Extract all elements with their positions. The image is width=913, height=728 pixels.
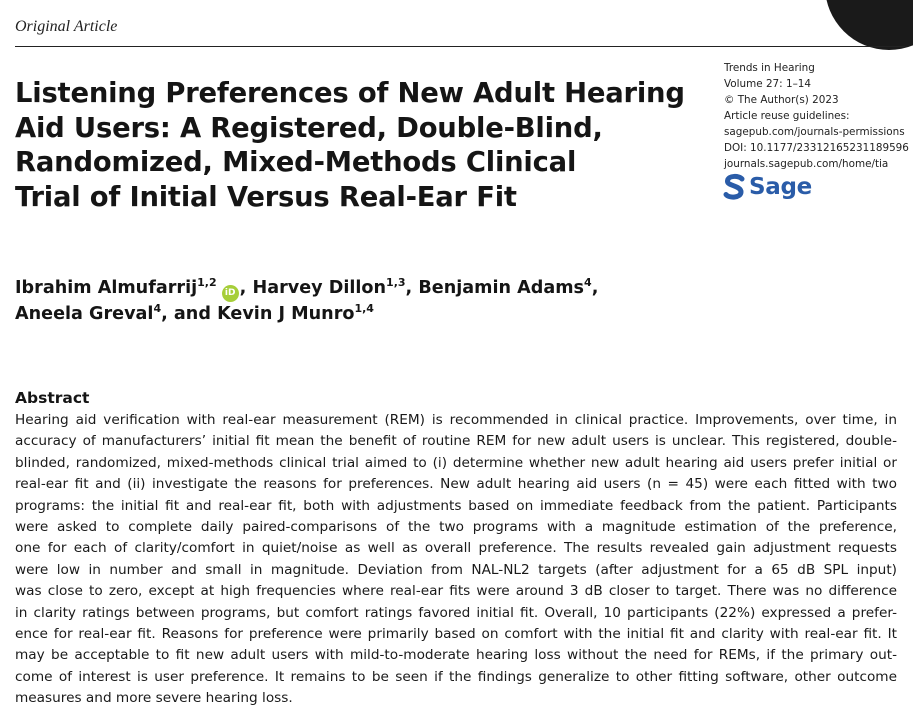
abstract-line: measures and more severe hearing loss. <box>15 690 293 707</box>
author-name[interactable]: Ibrahim Almufarrij <box>15 278 198 298</box>
copyright: © The Author(s) 2023 <box>724 94 839 106</box>
journal-home-link[interactable]: journals.sagepub.com/home/tia <box>724 158 889 170</box>
corner-decoration <box>825 0 913 50</box>
author-line <box>15 276 598 302</box>
title-line: Randomized, Mixed-Methods Clinical <box>15 147 577 178</box>
author-name[interactable]: Benjamin Adams <box>418 278 585 298</box>
abstract-line: accuracy of manufacturers’ initial fit mean the benefit of routine REM for new adult users is unclear. This registered, double- <box>15 433 897 450</box>
author-line <box>15 302 598 326</box>
abstract-line: may be acceptable to fit new adult users with mild-to-moderate hearing loss without the need for REMs, if the primary out- <box>15 647 897 664</box>
author-affiliation: 1,4 <box>354 302 374 315</box>
author-affiliation: 1,2 <box>197 276 217 289</box>
reuse-link[interactable]: sagepub.com/journals-permissions <box>724 126 905 138</box>
author-separator: , and <box>161 304 218 324</box>
journal-info <box>724 60 909 172</box>
sage-wordmark: Sage <box>749 173 812 200</box>
author-separator: , <box>239 278 253 298</box>
title-line: Listening Preferences of New Adult Hearing <box>15 78 685 109</box>
abstract-line: were low in number and small in magnitude. Deviation from NAL-NL2 targets (after adjustment for a 65 dB SPL input) <box>15 561 897 578</box>
reuse-label: Article reuse guidelines: <box>724 110 850 122</box>
doi-link[interactable]: DOI: 10.1177/23312165231189596 <box>724 142 909 154</box>
abstract-heading: Abstract <box>15 389 90 407</box>
author-affiliation: 4 <box>584 276 592 289</box>
abstract-line: were asked to complete daily paired-comparisons of the two programs with a magnitude estimation of the preference, <box>15 518 897 535</box>
abstract-line: blinded, randomized, mixed-methods clinical trial aimed to (i) determine whether new adult hearing aid users prefer initial or <box>15 454 897 471</box>
sage-s-icon <box>723 173 745 200</box>
author-separator: , <box>591 278 599 298</box>
author-name[interactable]: Kevin J Munro <box>217 304 355 324</box>
title-line: Trial of Initial Versus Real-Ear Fit <box>15 181 517 213</box>
abstract-line: ence for real-ear fit. Reasons for preference were primarily based on comfort with the initial fit and clarity with real-ear fit. It <box>15 625 897 642</box>
journal-volume: Volume 27: 1–14 <box>724 78 812 90</box>
author-name[interactable]: Aneela Greval <box>15 304 154 324</box>
author-separator: , <box>405 278 419 298</box>
orcid-icon[interactable]: iD <box>222 285 239 302</box>
sage-logo[interactable] <box>723 173 812 200</box>
journal-name: Trends in Hearing <box>724 62 815 74</box>
header-divider <box>15 46 905 47</box>
author-list <box>15 276 598 326</box>
abstract-line: Hearing aid verification with real-ear measurement (REM) is recommended in clinical practice. Improvements, over time, in <box>15 412 897 428</box>
author-affiliation: 1,3 <box>386 276 406 289</box>
article-title <box>15 77 695 215</box>
author-affiliation: 4 <box>153 302 162 315</box>
abstract-line: real-ear fit and (ii) investigate the reasons for preferences. New adult hearing aid users (n = 45) were each fitted with two <box>15 476 897 493</box>
abstract-body <box>15 410 897 709</box>
author-name[interactable]: Harvey Dillon <box>252 278 387 298</box>
abstract-line: in clarity ratings between programs, but comfort ratings favored initial fit. Overall, 10 participants (22%) expressed a prefer- <box>15 604 897 621</box>
abstract-line: programs: the initial fit and real-ear fit, both with adjustments based on immediate feedback from the patient. Participants <box>15 497 897 514</box>
abstract-line: one for each of clarity/comfort in quiet/noise as well as overall preference. The results revealed gain adjustment requests <box>15 540 897 557</box>
abstract-line: was close to zero, except at high frequencies where real-ear fits were around 3 dB closer to target. There was no difference <box>15 583 897 600</box>
article-type-label: Original Article <box>15 18 118 35</box>
abstract-line: come of interest is user preference. It remains to be seen if the findings generalize to other fitting software, other outcome <box>15 668 897 685</box>
title-line: Aid Users: A Registered, Double-Blind, <box>15 112 603 144</box>
